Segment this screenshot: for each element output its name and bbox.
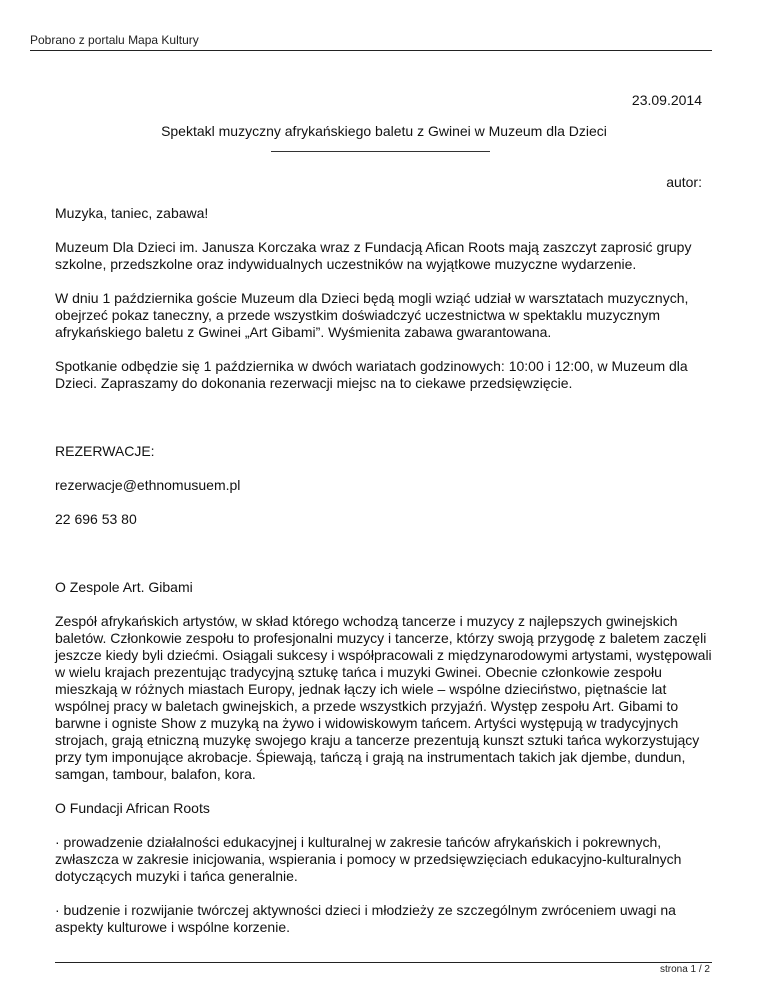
spacer bbox=[55, 409, 715, 443]
reservation-email: rezerwacje@ethnomusuem.pl bbox=[55, 477, 241, 493]
reservations-heading: REZERWACJE: bbox=[55, 443, 155, 459]
foundation-bullet-1: · prowadzenie działalności edukacyjnej i kulturalnej w zakresie tańców afrykańskich i pokrewnych, zwłaszcza w zakresie inicjowania, wspierania i pomocy w przedsięwzięciach edukacyjno-kulturalnych dotyczących muzyki i tańca generalnie. bbox=[55, 834, 682, 884]
article-title: Spektakl muzyczny afrykańskiego baletu z Gwinei w Muzeum dla Dzieci bbox=[161, 123, 607, 139]
author-label: autor: bbox=[666, 174, 702, 190]
article-body bbox=[55, 205, 715, 953]
intro-line: Muzyka, taniec, zabawa! bbox=[55, 205, 209, 221]
ensemble-heading: O Zespole Art. Gibami bbox=[55, 579, 193, 595]
paragraph-schedule: Spotkanie odbędzie się 1 października w dwóch wariatach godzinowych: 10:00 i 12:00, w Muzeum dla Dzieci. Zapraszamy do dokonania rezerwacji miejsc na to ciekawe przedsięwzięcie. bbox=[55, 358, 688, 391]
portal-source-header: Pobrano z portalu Mapa Kultury bbox=[30, 33, 199, 47]
reservation-phone: 22 696 53 80 bbox=[55, 511, 137, 527]
spacer bbox=[55, 545, 715, 579]
paragraph-program: W dniu 1 października goście Muzeum dla Dzieci będą mogli wziąć udział w warsztatach muzycznych, obejrzeć pokaz taneczny, a przede wszystkim doświadczyć uczestnictwa w spektaklu muzycznym afrykańskiego baletu z Gwinei „Art Gibami”. Wyśmienita zabawa gwarantowana. bbox=[55, 290, 689, 340]
paragraph-invitation: Muzeum Dla Dzieci im. Janusza Korczaka wraz z Fundacją Afican Roots mają zaszczyt zaprosić grupy szkolne, przedszkolne oraz indywidualnych uczestników na wyjątkowe muzyczne wydarzenie. bbox=[55, 239, 692, 272]
foundation-heading: O Fundacji African Roots bbox=[55, 800, 210, 816]
article-date: 23.09.2014 bbox=[631, 92, 702, 108]
page-number: strona 1 / 2 bbox=[659, 964, 710, 975]
footer-divider bbox=[55, 962, 712, 963]
title-underline bbox=[271, 151, 490, 152]
ensemble-description: Zespół afrykańskich artystów, w skład którego wchodzą tancerze i muzycy z najlepszych gwinejskich baletów. Członkowie zespołu to profesjonalni muzycy i tancerze, którzy swoją przygodę z baletem zaczęli jeszcze kiedy byli dziećmi. Osiągali sukcesy i współpracowali z międzynarodowymi artystami, występowali w wielu krajach prezentując tradycyjną sztukę tańca i muzyki Gwinei. Obecnie członkowie zespołu mieszkają w różnych miastach Europy, jednak łączy ich wiele – wspólne dzieciństwo, piętnaście lat wspólnej pracy w baletach gwinejskich, a przede wszystkich przyjaźń. Występ zespołu Art. Gibami to barwne i ogniste Show z muzyką na żywo i widowiskowym tańcem. Artyści występują w tradycyjnych strojach, grają etniczną muzykę swojego kraju a tancerze prezentują kunszt sztuki tańca wykorzystujący przy tym imponujące akrobacje. Śpiewają, tańczą i grają na instrumentach takich jak djembe, dundun, samgan, tambour, balafon, kora. bbox=[55, 613, 712, 782]
foundation-bullet-2: · budzenie i rozwijanie twórczej aktywności dzieci i młodzieży ze szczególnym zwróceniem uwagi na aspekty kulturowe i wspólne korzenie. bbox=[55, 902, 676, 935]
header-divider bbox=[30, 50, 712, 51]
